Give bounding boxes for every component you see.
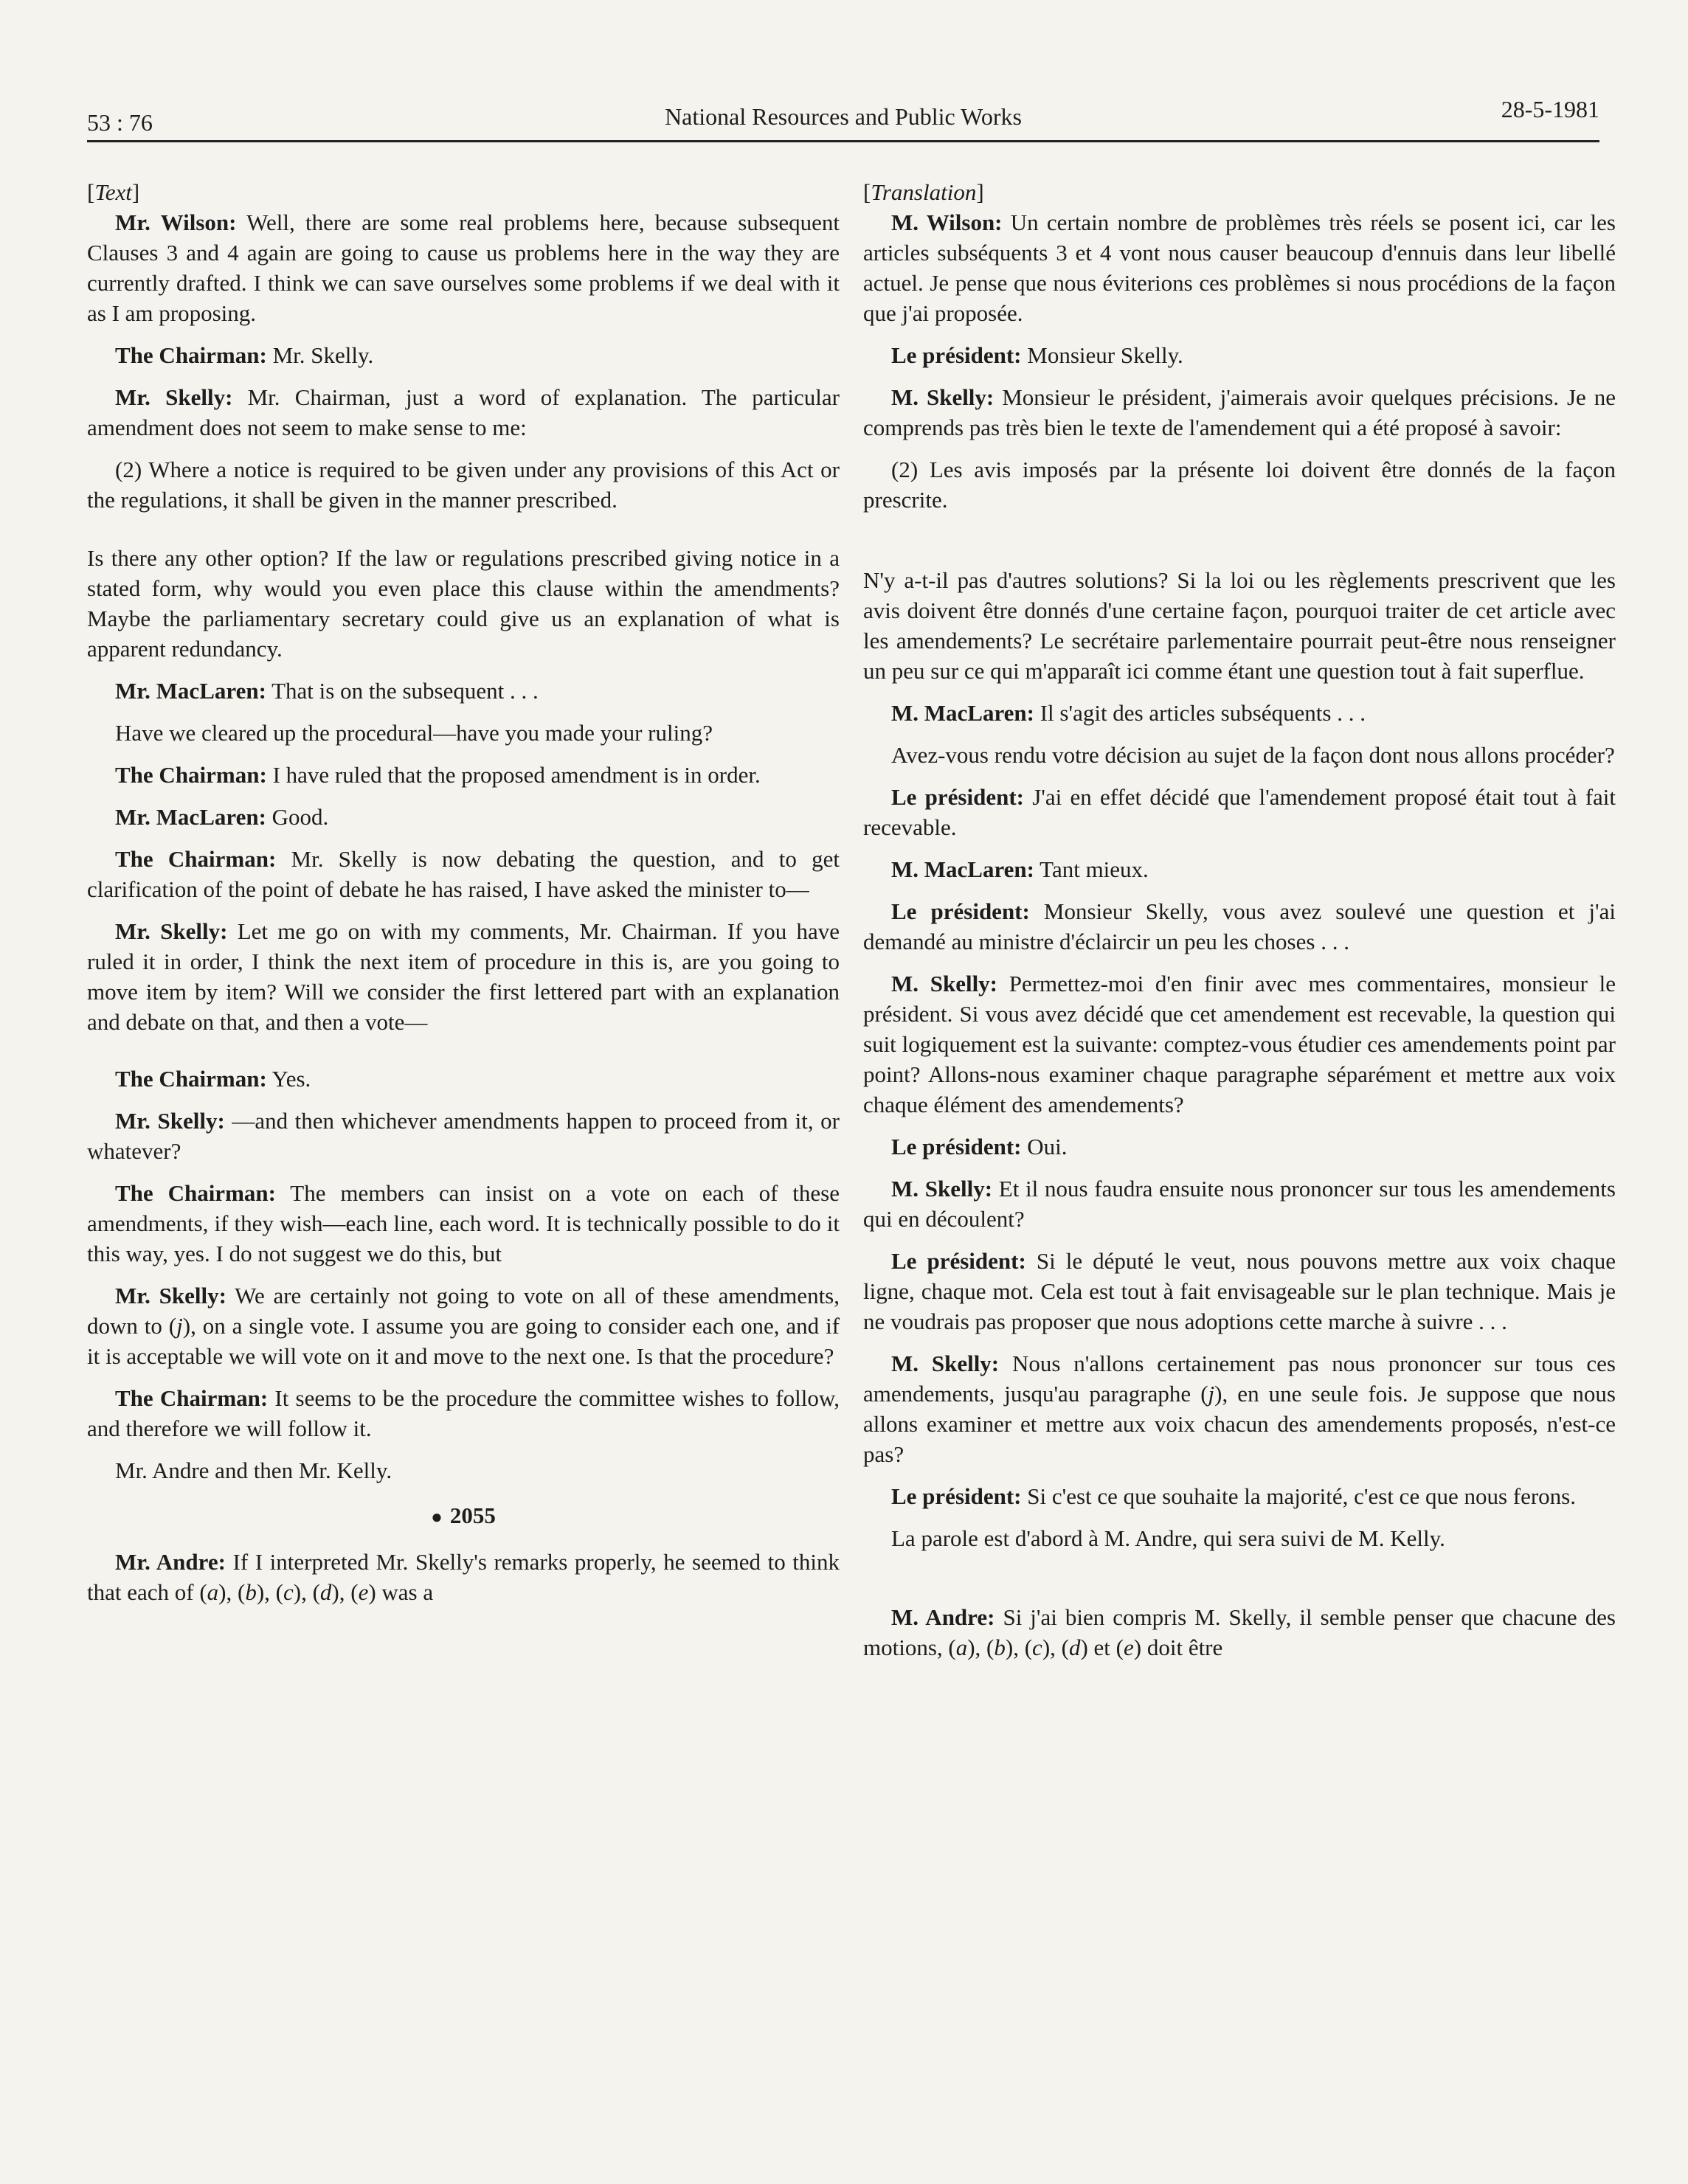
speech-text: ), on a single vote. I assume you are going to consider each one, and if it is acceptable we will vote on it and move to the next one. Is that the procedure? bbox=[87, 1313, 840, 1369]
speech-maclaren bbox=[863, 698, 1616, 728]
english-column bbox=[87, 177, 840, 1619]
speech-text: Si j'ai bien compris M. Skelly, il semble penser que chacune des motions, ( bbox=[863, 1604, 1616, 1660]
speech-skelly bbox=[863, 968, 1616, 1120]
speech-continuation: Mr. Andre and then Mr. Kelly. bbox=[115, 1457, 392, 1483]
page-number: 53 : 76 bbox=[87, 109, 153, 136]
speech-text: J'ai en effet décidé que l'amendement proposé était tout à fait recevable. bbox=[863, 784, 1616, 840]
speech-wilson bbox=[87, 207, 840, 328]
section-tag: [Text] bbox=[87, 179, 140, 205]
speech-text: It seems to be the procedure the committee wishes to follow, and therefore we will follow it. bbox=[87, 1385, 840, 1441]
speech-continuation: La parole est d'abord à M. Andre, qui sera suivi de M. Kelly. bbox=[891, 1525, 1445, 1551]
speech-text: Nous n'allons certainement pas nous prononcer sur tous ces amendements, jusqu'au paragraphe ( bbox=[863, 1351, 1616, 1407]
speaker-name: Le président: bbox=[891, 1134, 1022, 1159]
speech-wilson bbox=[863, 207, 1616, 328]
speech-text: Si c'est ce que souhaite la majorité, c'est ce que nous ferons. bbox=[1021, 1483, 1576, 1509]
speech-text: Let me go on with my comments, Mr. Chairman. If you have ruled it in order, I think the next item of procedure in this is, are you going to move item by item? Will we consider the first lettered part with an explanation and debate on that, and then a vote— bbox=[87, 918, 840, 1035]
speech-text: —and then whichever amendments happen to proceed from it, or whatever? bbox=[87, 1108, 840, 1164]
speech-text: Permettez-moi d'en finir avec mes commentaires, monsieur le président. Si vous avez décidé que cet amendement est recevable, la question qui suit logiquement est la suivante: comptez-vous étudier ces amendements point par point? Allons-nous examiner chaque paragraphe séparément et mettre aux voix chaque élément des amendements? bbox=[863, 971, 1616, 1117]
speaker-name: Mr. Wilson: bbox=[115, 209, 237, 235]
speech-text: Un certain nombre de problèmes très réels se posent ici, car les articles subséquents 3 et 4 vont nous causer beaucoup d'ennuis dans leur libellé actuel. Je pense que nous éviterions ces problèmes si nous procédions de la façon que j'ai proposée. bbox=[863, 209, 1616, 326]
speaker-name: Le président: bbox=[891, 784, 1024, 810]
speech-text: Il s'agit des articles subséquents . . . bbox=[1034, 700, 1366, 726]
time-marker-text: 2055 bbox=[449, 1502, 496, 1528]
speaker-name: M. MacLaren: bbox=[891, 856, 1034, 882]
speech-text: Mr. Skelly. bbox=[266, 342, 374, 368]
speaker-name: M. Skelly: bbox=[891, 1351, 1000, 1376]
speech-text: If I interpreted Mr. Skelly's remarks properly, he seemed to think that each of ( bbox=[87, 1549, 840, 1605]
speaker-name: Le président: bbox=[891, 1483, 1022, 1509]
speaker-name: Mr. MacLaren: bbox=[115, 678, 266, 704]
item-letter: b bbox=[245, 1579, 257, 1605]
speaker-name: M. MacLaren: bbox=[891, 700, 1034, 726]
speaker-name: The Chairman: bbox=[115, 1180, 276, 1206]
speaker-name: The Chairman: bbox=[115, 1066, 267, 1092]
speech-maclaren bbox=[87, 676, 840, 706]
speaker-name: Mr. Skelly: bbox=[115, 384, 233, 410]
item-letter: d bbox=[1068, 1634, 1081, 1660]
page-date: 28-5-1981 bbox=[1501, 96, 1599, 122]
time-marker bbox=[87, 1500, 840, 1532]
speaker-name: M. Wilson: bbox=[891, 209, 1003, 235]
speaker-name: Le président: bbox=[891, 342, 1022, 368]
speech-text: Monsieur Skelly. bbox=[1021, 342, 1183, 368]
speaker-name: The Chairman: bbox=[115, 342, 267, 368]
speaker-name: The Chairman: bbox=[115, 762, 267, 788]
speech-text: Monsieur Skelly, vous avez soulevé une question et j'ai demandé au ministre d'éclaircir un peu les choses . . . bbox=[863, 898, 1616, 954]
speech-text: Mr. Skelly is now debating the question, and to get clarification of the point of debate he has raised, I have asked the minister to— bbox=[87, 846, 840, 902]
speech-skelly bbox=[87, 1106, 840, 1166]
quoted-clause: (2) Where a notice is required to be given under any provisions of this Act or the regulations, it shall be given in the manner prescribed. bbox=[87, 457, 840, 513]
running-title: National Resources and Public Works bbox=[665, 103, 1022, 130]
speaker-name: Mr. MacLaren: bbox=[115, 804, 266, 830]
speaker-name: M. Skelly: bbox=[891, 1176, 993, 1202]
page-header bbox=[87, 89, 1599, 142]
speaker-name: Mr. Skelly: bbox=[115, 918, 228, 944]
speaker-name: M. Skelly: bbox=[891, 971, 998, 996]
speech-president bbox=[863, 896, 1616, 957]
item-letter: b bbox=[994, 1634, 1006, 1660]
speech-chairman bbox=[87, 340, 840, 370]
speaker-name: Mr. Andre: bbox=[115, 1549, 226, 1575]
speech-chairman bbox=[87, 1064, 840, 1094]
speech-text: Yes. bbox=[266, 1066, 311, 1092]
section-tag-text: Translation bbox=[871, 179, 977, 205]
item-letter: e bbox=[358, 1579, 369, 1605]
item-letter: d bbox=[319, 1579, 332, 1605]
speech-chairman bbox=[87, 1178, 840, 1269]
item-letter: a bbox=[955, 1634, 968, 1660]
speech-text: Si le député le veut, nous pouvons mettre aux voix chaque ligne, chaque mot. Cela est tout à fait envisageable sur le plan technique. Mais je ne voudrais pas proposer que nous adoptions cette marche à suivre . . . bbox=[863, 1248, 1616, 1334]
conjunction: et bbox=[1093, 1634, 1110, 1660]
speaker-name: M. Skelly: bbox=[891, 384, 995, 410]
speech-president bbox=[863, 782, 1616, 842]
speaker-name: Mr. Skelly: bbox=[115, 1283, 226, 1308]
item-letter: a bbox=[207, 1579, 219, 1605]
quoted-clause: (2) Les avis imposés par la présente loi doivent être donnés de la façon prescrite. bbox=[863, 457, 1616, 513]
speaker-name: The Chairman: bbox=[115, 846, 277, 872]
speech-text: Good. bbox=[266, 804, 329, 830]
speech-skelly bbox=[87, 1280, 840, 1371]
speech-andre: M. Andre: Si j'ai bien compris M. Skelly, il semble penser que chacune des motions, (a), (b), (c), (d) et (e) doit être bbox=[863, 1604, 1616, 1660]
speech-president bbox=[863, 1131, 1616, 1162]
speech-continuation: Have we cleared up the procedural—have you made your ruling? bbox=[115, 720, 713, 746]
speech-chairman bbox=[87, 844, 840, 904]
speech-text: The members can insist on a vote on each of these amendments, if they wish—each line, each word. It is technically possible to do it this way, yes. I do not suggest we do this, but bbox=[87, 1180, 840, 1266]
speaker-name: Le président: bbox=[891, 1248, 1026, 1274]
item-letter: c bbox=[1032, 1634, 1042, 1660]
speaker-name: M. Andre: bbox=[891, 1604, 995, 1630]
item-letter: c bbox=[283, 1579, 294, 1605]
speech-chairman bbox=[87, 1383, 840, 1443]
speech-continuation: Is there any other option? If the law or regulations prescribed giving notice in a stated form, why would you even place this clause within the amendments? Maybe the parliamentary secretary could give us an explanation of what is apparent redundancy. bbox=[87, 545, 840, 662]
speech-president bbox=[863, 1246, 1616, 1337]
item-letter: e bbox=[1124, 1634, 1134, 1660]
speech-text: ) was a bbox=[368, 1579, 434, 1605]
speaker-name: The Chairman: bbox=[115, 1385, 269, 1411]
speech-skelly bbox=[87, 382, 840, 443]
speech-text: I have ruled that the proposed amendment is in order. bbox=[266, 762, 761, 788]
speech-skelly bbox=[863, 1348, 1616, 1469]
section-tag-text: Text bbox=[94, 179, 132, 205]
speech-skelly bbox=[863, 1174, 1616, 1234]
speech-text: We are certainly not going to vote on all of these amendments, down to ( bbox=[87, 1283, 840, 1339]
french-column bbox=[863, 177, 1616, 1674]
speech-text: Well, there are some real problems here, because subsequent Clauses 3 and 4 again are going to cause us problems here in the way they are currently drafted. I think we can save ourselves some problems if we deal with it as I am proposing. bbox=[87, 209, 840, 326]
speech-skelly bbox=[863, 382, 1616, 443]
speech-text: ) doit être bbox=[1133, 1634, 1223, 1660]
speech-andre: Mr. Andre: If I interpreted Mr. Skelly's remarks properly, he seemed to think that each of (a), (b), (c), (d), (e) was a bbox=[87, 1549, 840, 1605]
speech-president bbox=[863, 340, 1616, 370]
speech-text: Mr. Chairman, just a word of explanation. The particular amendment does not seem to make sense to me: bbox=[87, 384, 840, 440]
speech-maclaren bbox=[87, 802, 840, 832]
section-tag: [Translation] bbox=[863, 179, 984, 205]
speech-continuation: Avez-vous rendu votre décision au sujet de la façon dont nous allons procéder? bbox=[891, 742, 1615, 768]
speech-text: That is on the subsequent . . . bbox=[266, 678, 539, 704]
speaker-name: Le président: bbox=[891, 898, 1030, 924]
speech-maclaren bbox=[863, 854, 1616, 884]
speech-text: Et il nous faudra ensuite nous prononcer sur tous les amendements qui en découlent? bbox=[863, 1176, 1616, 1232]
speech-text: Monsieur le président, j'aimerais avoir quelques précisions. Je ne comprends pas très bien le texte de l'amendement qui a été proposé à savoir: bbox=[863, 384, 1616, 440]
speech-president bbox=[863, 1481, 1616, 1511]
speech-continuation: N'y a-t-il pas d'autres solutions? Si la loi ou les règlements prescrivent que les avis doivent être donnés d'une certaine façon, pourquoi traiter de cet article avec les amendements? Le secrétaire parlementaire pourrait peut-être nous renseigner un peu sur ce qui m'apparaît ici comme étant une question tout à fait superflue. bbox=[863, 567, 1616, 684]
speech-text: ), en une seule fois. Je suppose que nous allons examiner et mettre aux voix chacun des amendements proposés, n'est-ce pas? bbox=[863, 1381, 1616, 1467]
item-letter: j bbox=[1208, 1381, 1215, 1407]
speaker-name: Mr. Skelly: bbox=[115, 1108, 225, 1134]
speech-text: Tant mieux. bbox=[1034, 856, 1149, 882]
speech-text: Oui. bbox=[1021, 1134, 1068, 1159]
speech-chairman bbox=[87, 760, 840, 790]
bullet-icon: ● bbox=[431, 1506, 443, 1528]
speech-skelly bbox=[87, 916, 840, 1037]
item-letter: j bbox=[176, 1313, 183, 1339]
